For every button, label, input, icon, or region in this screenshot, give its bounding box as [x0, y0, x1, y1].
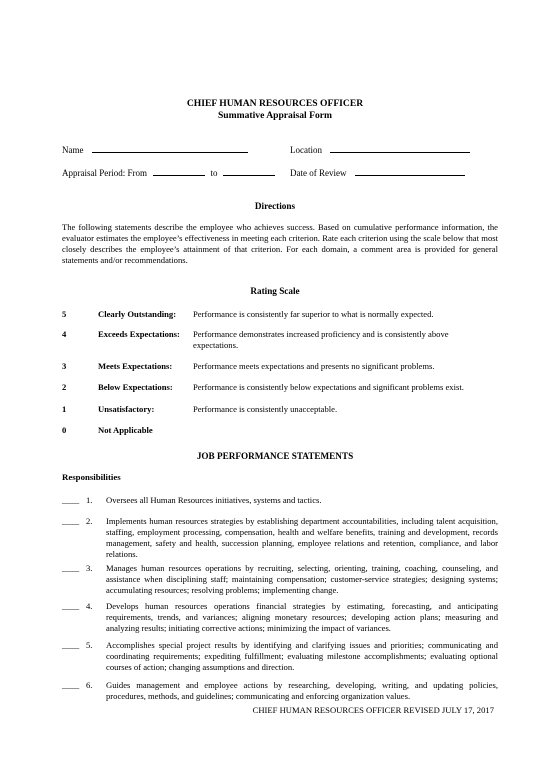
name-label: Name: [62, 145, 84, 155]
rating-label: Meets Expectations:: [98, 361, 173, 371]
rating-blank[interactable]: ____: [62, 640, 80, 650]
rating-blank[interactable]: ____: [62, 516, 80, 526]
rating-description: Performance demonstrates increased proficiency and is consistently above expectations.: [193, 329, 449, 350]
date-of-review-field: [290, 167, 465, 178]
rating-label: Unsatisfactory:: [98, 404, 155, 414]
period-to-label: to: [210, 168, 218, 178]
item-text: Develops human resources operations financial strategies by estimating, forecasting, and anticipating requirements, trends, and variances; aligning monetary resources; developing action plans; measuring and analyzing results; initiating corrective actions; minimizing the impact of variances.: [106, 601, 498, 633]
item-number: 2.: [86, 516, 93, 526]
period-from-label: Appraisal Period: From: [62, 168, 147, 178]
rating-number: 1: [62, 404, 67, 414]
item-number: 4.: [86, 601, 93, 611]
rating-label: Below Expectations:: [98, 382, 173, 392]
rating-blank[interactable]: ____: [62, 601, 80, 611]
location-input-line[interactable]: [330, 144, 470, 153]
form-subtitle: Summative Appraisal Form: [217, 110, 333, 121]
location-label: Location: [290, 145, 322, 155]
appraisal-period-field: [62, 167, 275, 178]
rating-description: Performance is consistently below expectations and significant problems exist.: [193, 382, 464, 392]
item-text: Oversees all Human Resources initiatives, systems and tactics.: [106, 495, 322, 505]
rating-number: 0: [62, 425, 67, 435]
rating-number: 3: [62, 361, 67, 371]
job-performance-heading: JOB PERFORMANCE STATEMENTS: [196, 451, 354, 461]
rating-blank[interactable]: ____: [62, 680, 80, 690]
rating-description: Performance meets expectations and presents no significant problems.: [193, 361, 435, 371]
rating-number: 5: [62, 309, 67, 319]
item-text: Accomplishes special project results by identifying and clarifying issues and priorities; communicating and coordinating requirements; expediting fulfillment; evaluating milestone accomplishments; evaluating optional courses of action; changing assumptions and direction.: [106, 640, 498, 672]
rating-number: 4: [62, 329, 67, 339]
name-input-line[interactable]: [92, 144, 248, 153]
rating-label: Not Applicable: [98, 425, 153, 435]
rating-number: 2: [62, 382, 67, 392]
name-field: [62, 144, 248, 155]
rating-blank[interactable]: ____: [62, 563, 80, 573]
rating-blank[interactable]: ____: [62, 495, 80, 505]
location-field: [290, 144, 470, 155]
item-number: 5.: [86, 640, 93, 650]
directions-heading: Directions: [254, 201, 296, 211]
period-from-input-line[interactable]: [153, 167, 205, 176]
date-of-review-label: Date of Review: [290, 168, 347, 178]
item-number: 3.: [86, 563, 93, 573]
period-to-input-line[interactable]: [223, 167, 275, 176]
responsibilities-subheading: Responsibilities: [62, 472, 121, 482]
rating-label: Exceeds Expectations:: [98, 329, 180, 339]
date-of-review-input-line[interactable]: [355, 167, 465, 176]
rating-description: Performance is consistently unacceptable.: [193, 404, 338, 414]
directions-text: The following statements describe the employee who achieves success. Based on cumulative performance information, the evaluator estimates the employee’s effectiveness in meeting each criterion. Rate each criterion using the scale below that most closely describes the employee’s attainment of that criterion. For each domain, a comment area is provided for general statements and/or recommendations.: [62, 222, 498, 265]
item-number: 1.: [86, 495, 93, 505]
item-text: Manages human resources operations by recruiting, selecting, orienting, training, coaching, counseling, and assistance when disciplining staff; maintaining compensation; customer-service strategies; designing systems; accumulating resources; resolving problems; implementing change.: [106, 563, 498, 595]
item-text: Guides management and employee actions by researching, developing, writing, and updating policies, procedures, methods, and guidelines; communicating and enforcing organization values.: [106, 680, 498, 701]
rating-description: Performance is consistently far superior to what is normally expected.: [193, 309, 434, 319]
item-number: 6.: [86, 680, 93, 690]
form-title: CHIEF HUMAN RESOURCES OFFICER: [186, 98, 364, 109]
page-footer: CHIEF HUMAN RESOURCES OFFICER REVISED JULY 17, 2017: [252, 705, 494, 715]
rating-label: Clearly Outstanding:: [98, 309, 177, 319]
rating-scale-heading: Rating Scale: [250, 286, 300, 296]
item-text: Implements human resources strategies by establishing department accountabilities, including talent acquisition, staffing, employment processing, compensation, health and welfare benefits, training and development, records management, safety and health, succession planning, employee relations and retention, compliance, and labor relations.: [106, 516, 498, 559]
